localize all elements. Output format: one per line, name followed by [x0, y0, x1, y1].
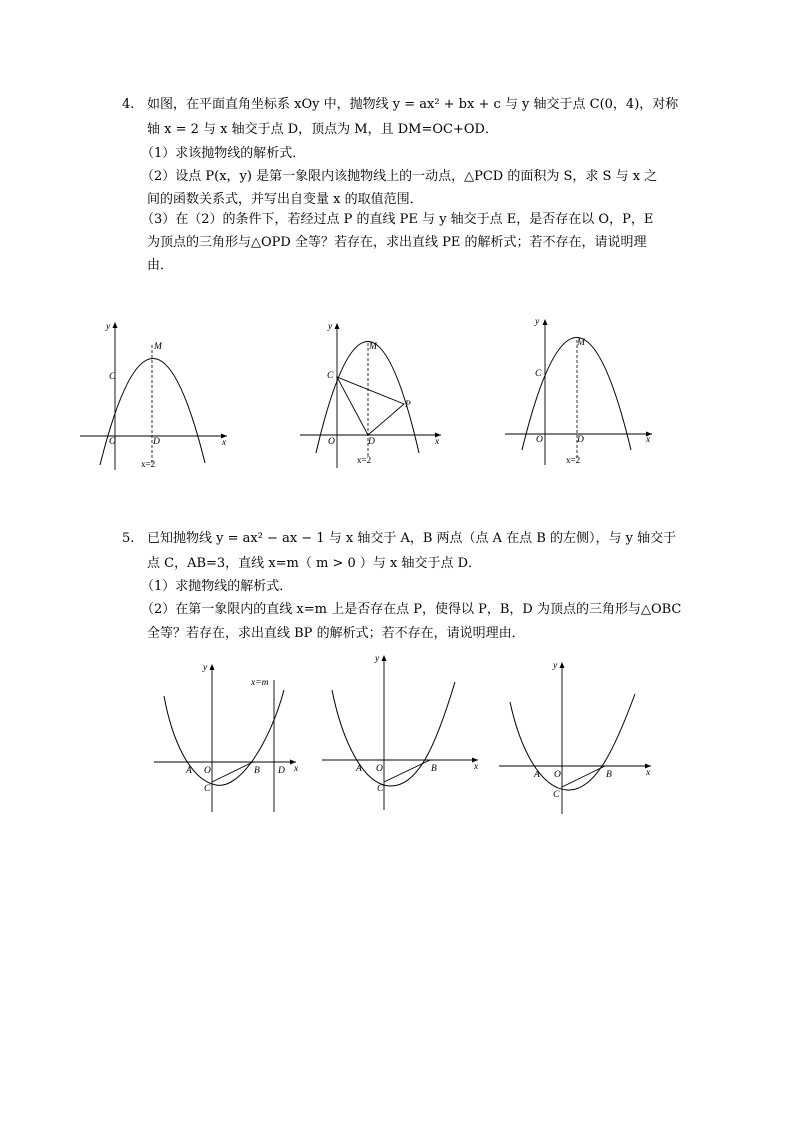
point-m-label: M [369, 342, 377, 352]
x-axis-label: x [435, 437, 440, 447]
problem-4-question-3-line-1: （3）在（2）的条件下，若经过点 P 的直线 PE 与 y 轴交于点 E，是否存在以 O，P，E [141, 212, 654, 227]
point-b-label: B [431, 764, 437, 774]
point-m-label: M [577, 338, 585, 348]
problem-5-figure-3 [495, 658, 660, 818]
point-a-label: A [534, 770, 540, 780]
y-axis-label: y [535, 317, 540, 327]
origin-label: O [376, 764, 383, 774]
problem-5-figure-2 [318, 650, 483, 820]
x-axis-label: x [222, 438, 227, 448]
point-c-label: C [377, 784, 384, 794]
origin-label: O [536, 435, 543, 445]
problem-4-number: 4. [122, 97, 135, 112]
x-axis-label: x [646, 768, 651, 778]
problem-5-question-1: （1）求抛物线的解析式． [141, 579, 293, 594]
axis-of-symmetry-label: x=2 [141, 459, 156, 469]
problem-4-question-3-line-3: 由． [147, 258, 174, 273]
x-axis-label: x [474, 762, 479, 772]
point-c-label: C [327, 371, 334, 381]
point-d-label: D [368, 437, 375, 447]
point-d-label: D [153, 437, 160, 447]
problem-4-question-2-line-2: 间的函数关系式，并写出自变量 x 的取值范围． [147, 192, 423, 207]
point-c-label: C [535, 369, 542, 379]
y-axis-label: y [328, 322, 333, 332]
point-c-label: C [204, 784, 211, 794]
point-c-label: C [553, 790, 560, 800]
problem-4-stem-line-2: 轴 x = 2 与 x 轴交于点 D，顶点为 M，且 DM=OC+OD． [147, 122, 498, 137]
problem-5-question-2-line-1: （2）在第一象限内的直线 x=m 上是否存在点 P，使得以 P，B，D 为顶点的三角形与△OBC [141, 602, 682, 617]
problem-5-question-2-line-2: 全等？若存在，求出直线 BP 的解析式；若不存在，请说明理由． [147, 626, 525, 641]
problem-4-question-3-line-2: 为顶点的三角形与△OPD 全等？若存在，求出直线 PE 的解析式；若不存在，请说明理 [147, 235, 647, 250]
point-m-label: M [154, 342, 162, 352]
origin-label: O [204, 766, 211, 776]
point-b-label: B [606, 770, 612, 780]
line-x-equals-m-label: x=m [251, 678, 269, 688]
axis-of-symmetry-label: x=2 [566, 455, 581, 465]
x-axis-label: x [646, 435, 651, 445]
problem-5-stem-line-1: 已知抛物线 y = ax² − ax − 1 与 x 轴交于 A，B 两点（点 A 在点 B 的左侧），与 y 轴交于 [147, 531, 677, 546]
origin-label: O [554, 770, 561, 780]
problem-4-figure-3 [500, 315, 660, 475]
y-axis-label: y [553, 661, 558, 671]
problem-4-figure-2 [295, 318, 455, 478]
y-axis-label: y [375, 654, 380, 664]
point-p-label: P [405, 400, 411, 410]
y-axis-label: y [106, 322, 111, 332]
point-b-label: B [254, 766, 260, 776]
problem-4-stem-line-1: 如图，在平面直角坐标系 xOy 中，抛物线 y = ax² + bx + c 与 y 轴交于点 C(0，4)，对称 [147, 97, 679, 112]
x-axis-label: x [294, 764, 299, 774]
point-a-label: A [186, 766, 192, 776]
y-axis-label: y [203, 663, 208, 673]
problem-5-number: 5. [122, 531, 135, 546]
problem-4-question-2-line-1: （2）设点 P(x，y) 是第一象限内该抛物线上的一动点，△PCD 的面积为 S，求 S 与 x 之 [141, 169, 658, 184]
point-d-label: D [577, 435, 584, 445]
origin-label: O [109, 437, 116, 447]
problem-4-question-1: （1）求该抛物线的解析式． [141, 146, 306, 161]
point-a-label: A [356, 764, 362, 774]
problem-4-figure-1 [75, 315, 235, 475]
axis-of-symmetry-label: x=2 [357, 455, 372, 465]
origin-label: O [328, 437, 335, 447]
point-d-label: D [278, 766, 285, 776]
problem-5-stem-line-2: 点 C，AB=3，直线 x=m（ m > 0 ）与 x 轴交于点 D． [147, 556, 482, 571]
point-c-label: C [109, 372, 116, 382]
problem-5-figure-1 [150, 660, 310, 820]
